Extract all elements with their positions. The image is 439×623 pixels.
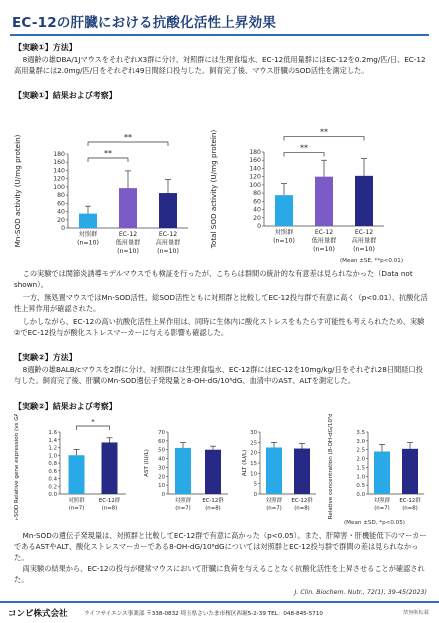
- category-label: EC-12: [158, 231, 178, 238]
- category-label: 高用量群: [351, 237, 377, 245]
- y-tick-label: 160: [249, 157, 261, 165]
- bar: [355, 176, 373, 226]
- exp1-stat-note: (Mean ±SE, **p<0.01): [340, 258, 403, 264]
- mn-sod-gene-expression-chart: [8, 414, 134, 520]
- y-tick-label: 60: [57, 200, 65, 208]
- y-tick-label: 20: [158, 474, 165, 481]
- significance-mark: *: [91, 418, 95, 426]
- category-label: 対照群: [274, 229, 294, 236]
- y-tick-label: 1.2: [48, 445, 57, 452]
- 8-ohdg-svg: [322, 414, 430, 520]
- category-label: (n=7): [266, 505, 282, 512]
- y-tick-label: 100: [53, 183, 65, 191]
- 8-ohdg-chart: [322, 414, 430, 520]
- y-tick-label: 140: [249, 165, 261, 173]
- bar: [275, 195, 293, 226]
- y-axis-label: AST (IU/L): [144, 449, 150, 477]
- y-tick-label: 0: [253, 492, 257, 498]
- y-tick-label: 0.0: [356, 492, 365, 498]
- y-tick-label: 1.4: [48, 437, 57, 444]
- significance-mark: **: [124, 133, 132, 142]
- y-axis-label: Total SOD activity (U/mg protein): [209, 129, 218, 249]
- y-tick-label: 100: [249, 181, 261, 189]
- y-tick-label: 0: [257, 223, 261, 230]
- category-label: (n=10): [353, 245, 375, 253]
- exp1-method-heading: 【実験①】方法】: [14, 43, 77, 52]
- exp2-result-text-2: 両実験の結果から、EC-12の投与が健常マウスにおいて肝臓に負荷を与えることなく抗酸化活性を上昇させることが確認された。: [14, 564, 425, 584]
- category-label: EC-12群: [98, 498, 121, 504]
- y-tick-label: 0.2: [48, 484, 57, 491]
- exp1-result-heading: 【実験①】結果および考察】: [14, 91, 117, 100]
- y-tick-label: 40: [158, 456, 165, 463]
- category-label: (n=7): [175, 505, 191, 512]
- y-tick-label: 40: [253, 206, 261, 214]
- y-tick-label: 30: [158, 465, 165, 472]
- y-axis-label: Mn-SOD Relative gene expression (vs GAPDH): [14, 414, 20, 520]
- significance-mark: **: [320, 127, 328, 137]
- title-bar: [10, 8, 429, 36]
- category-label: 対照群: [265, 498, 283, 504]
- bar: [69, 455, 85, 494]
- bar: [205, 450, 221, 494]
- category-label: (n=8): [101, 505, 118, 512]
- y-tick-label: 0.6: [48, 468, 57, 475]
- y-tick-label: 10: [250, 471, 257, 478]
- bar: [102, 442, 118, 494]
- category-label: (n=10): [77, 239, 99, 247]
- ast-chart: [138, 414, 234, 520]
- y-tick-label: 2.5: [356, 447, 365, 454]
- category-label: EC-12: [354, 229, 374, 236]
- y-tick-label: 120: [53, 175, 65, 183]
- significance-mark: **: [104, 149, 112, 158]
- y-tick-label: 50: [158, 447, 165, 454]
- alt-chart: [236, 414, 322, 520]
- y-tick-label: 0.8: [48, 461, 57, 467]
- category-label: (n=8): [205, 505, 221, 512]
- y-axis-label: ALT (IU/L): [242, 449, 248, 477]
- y-tick-label: 60: [158, 438, 165, 445]
- y-tick-label: 10: [158, 483, 165, 490]
- y-tick-label: 1.0: [356, 474, 365, 481]
- bar: [374, 451, 390, 494]
- y-tick-label: 60: [253, 198, 261, 206]
- category-label: EC-12: [314, 229, 334, 236]
- category-label: (n=10): [117, 247, 139, 255]
- y-tick-label: 180: [249, 149, 261, 156]
- bar: [159, 193, 177, 228]
- y-tick-label: 0.0: [48, 492, 57, 498]
- y-tick-label: 180: [53, 151, 65, 158]
- y-tick-label: 1.0: [48, 453, 57, 460]
- y-tick-label: 1.6: [48, 430, 57, 436]
- y-tick-label: 20: [57, 216, 65, 224]
- exp1-result-text-2: 一方、無処置マウスではMn-SOD活性、総SOD活性ともに対照群と比較してEC-12投与群で有意に高く（p<0.01）、抗酸化活性上昇作用が確認された。: [14, 293, 428, 313]
- bar: [266, 448, 282, 495]
- y-tick-label: 70: [158, 430, 165, 436]
- category-label: 対照群: [68, 498, 85, 504]
- significance-bracket: [88, 142, 168, 146]
- category-label: 低用量群: [311, 237, 337, 245]
- y-tick-label: 40: [57, 208, 65, 216]
- y-tick-label: 140: [53, 167, 65, 175]
- exp2-stat-note: (Mean ±SD, *p<0.05): [344, 520, 405, 526]
- y-tick-label: 80: [57, 192, 65, 200]
- category-label: (n=8): [294, 505, 310, 512]
- category-label: EC-12群: [291, 498, 313, 504]
- bar: [294, 449, 310, 494]
- category-label: EC-12群: [399, 498, 421, 504]
- y-tick-label: 0.4: [48, 476, 57, 483]
- exp2-method-text: 8週齢の雄BALB/cマウスを2群に分け、対照群には生理食塩水、EC-12群にはEC-12を10mg/kg/日をそれぞれ28日間経口投与した。飼育完了後、肝臓のMn-SOD遺伝子発現量と8-OH-dG/10⁶dG、血清中のAST、ALTを測定した。: [14, 365, 423, 385]
- copyright-note: 禁無断転載: [403, 610, 429, 616]
- y-tick-label: 0.5: [356, 483, 365, 490]
- y-tick-label: 20: [250, 450, 257, 457]
- exp2-result-text-1: Mn-SODの遺伝子発現量は、対照群と比較してEC-12群で有意に高かった（p<0.05）。また、肝障害・肝機能低下のマーカーであるASTやALT、酸化ストレスマーカーである8-OH-dG/10⁶dGについては対照群とEC-12投与群で群間の差は見られなかった。: [14, 531, 427, 562]
- category-label: (n=8): [402, 505, 418, 512]
- mn-sod-activity-svg: [10, 106, 200, 262]
- total-sod-activity-chart: [206, 106, 396, 262]
- ast-svg: [138, 414, 234, 520]
- y-tick-label: 0: [61, 225, 65, 232]
- mn-sod-activity-chart: [10, 106, 200, 262]
- category-label: EC-12群: [202, 498, 224, 504]
- y-tick-label: 15: [250, 461, 257, 467]
- bar: [175, 448, 191, 494]
- reference-citation: J. Clin. Biochem. Nutr., 72(1), 39-45(2023): [294, 589, 427, 596]
- category-label: (n=7): [68, 505, 85, 512]
- y-axis-label: Mn-SOD activity (U/mg protein): [13, 134, 22, 248]
- total-sod-activity-svg: [206, 106, 396, 262]
- y-tick-label: 1.5: [356, 465, 365, 472]
- company-name: コンビ株式会社: [8, 609, 68, 619]
- bar: [79, 214, 97, 228]
- significance-bracket: [284, 153, 324, 157]
- y-tick-label: 20: [253, 214, 261, 222]
- y-axis-label: Relative concentration (8-OH-dG/10⁶dG): [328, 414, 334, 520]
- y-tick-label: 5: [253, 481, 257, 488]
- y-tick-label: 30: [250, 430, 257, 436]
- exp2-result-heading: 【実験②】結果および考察】: [14, 402, 117, 411]
- significance-bracket: [284, 137, 364, 141]
- bar: [119, 188, 137, 228]
- bar: [402, 449, 418, 494]
- significance-mark: **: [300, 143, 308, 153]
- exp2-method-heading: 【実験②】方法】: [14, 353, 77, 362]
- alt-svg: [236, 414, 322, 520]
- exp1-method-text: 8週齢の雄DBA/1JマウスをそれぞれX3群に分け、対照群には生理食塩水、EC-12低用量群にはEC-12を0.2mg/匹/日、EC-12高用量群には2.0mg/匹/日をそれぞれ49日間経口投与した。飼育完了後、マウス肝臓のSOD活性を測定した。: [14, 55, 426, 75]
- significance-bracket: [88, 158, 128, 162]
- category-label: (n=7): [374, 505, 390, 512]
- y-tick-label: 25: [250, 440, 257, 447]
- category-label: 高用量群: [155, 239, 181, 247]
- significance-bracket: [77, 426, 110, 430]
- exp1-result-text-3: しかしながら、EC-12の高い抗酸化活性上昇作用は、同時に生体内に酸化ストレスをもたらす可能性も考えられたため、実験②でEC-12投与が酸化ストレスマーカーに与える影響も確認した。: [14, 317, 425, 337]
- category-label: 対照群: [174, 498, 192, 504]
- y-tick-label: 3.0: [356, 438, 365, 445]
- page-title: EC-12の肝臓における抗酸化活性上昇効果: [12, 15, 277, 31]
- y-tick-label: 3.5: [356, 430, 365, 436]
- bar: [315, 177, 333, 226]
- category-label: EC-12: [118, 231, 138, 238]
- y-tick-label: 120: [249, 173, 261, 181]
- category-label: (n=10): [273, 237, 295, 245]
- category-label: 低用量群: [115, 239, 141, 247]
- y-tick-label: 0: [161, 492, 165, 498]
- exp1-result-text-1: この実験では関節炎誘導モデルマウスでも検証を行ったが、こちらは群間の統計的な有意差は見られなかった（Data not shown）。: [14, 269, 413, 289]
- y-tick-label: 2.0: [356, 456, 365, 463]
- y-tick-label: 160: [53, 159, 65, 167]
- y-tick-label: 80: [253, 190, 261, 198]
- category-label: (n=10): [157, 247, 179, 255]
- category-label: (n=10): [313, 245, 335, 253]
- company-address: ライフサイエンス事業部 〒338-0832 埼玉県さいたま市桜区西堀5-2-39 TEL：048-845-5710: [84, 611, 323, 617]
- category-label: 対照群: [78, 231, 98, 238]
- footer: [0, 601, 439, 623]
- category-label: 対照群: [373, 498, 391, 504]
- mn-sod-gene-expression-svg: [8, 414, 134, 520]
